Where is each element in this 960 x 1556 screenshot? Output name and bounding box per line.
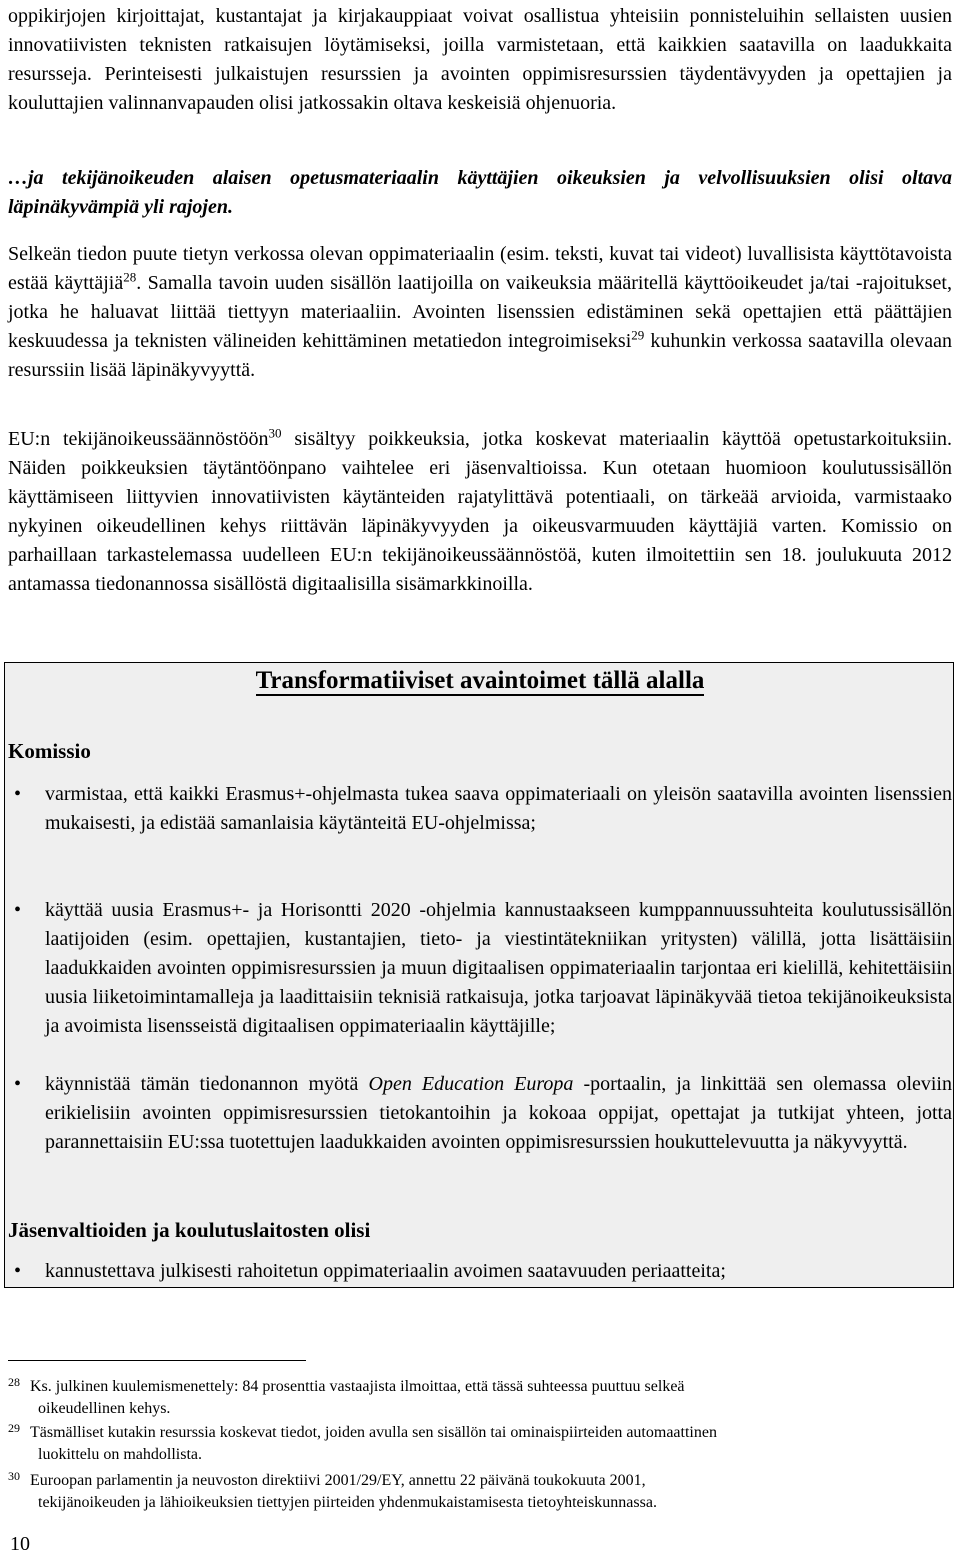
footnote-text-cont: tekijänoikeuden ja lähioikeuksien tiettyjen piirteiden yhdenmukaistamisesta tietoyhteiskunnassa. [38,1494,657,1511]
box-title: Transformatiiviset avaintoimet tällä alalla [255,667,705,694]
paragraph-3-c: kuhunkin verkossa saatavilla olevaan resurssiin lisää läpinäkyvyyttä. [8,330,953,381]
footnote-ref-28[interactable]: 28 [123,269,137,285]
paragraph-1: oppikirjojen kirjoittajat, kustantajat ja kirjakauppiaat voivat osallistua yhteisiin ponnisteluihin sellaisten uusien innovatiivisten teknisten ratkaisujen löytämiseksi, joilla varmistetaan, että kaikkien saatavilla on laadukkaita resursseja. Perinteisesti julkaistujen resurssien ja avointen oppimisresurssien täydentävyyden ja opettajien ja kouluttajien valinnanvapauden olisi jatkossakin oltava keskeisiä ohjenuoria. [8,5,952,114]
footnote-number: 29 [8,1421,20,1435]
paragraph-3 [8,240,952,385]
bullet-text: varmistaa, että kaikki Erasmus+-ohjelmasta tukea saava oppimateriaali on yleisön saatavilla avointen lisenssien mukaisesti, ja edistää samanlaisia käytänteitä EU-ohjelmissa; [45,783,952,834]
bullet-text: kannustettava julkisesti rahoitetun oppimateriaalin avoimen saatavuuden periaatteita; [45,1260,726,1282]
footnote-ref-29[interactable]: 29 [631,327,645,343]
komissio-heading: Komissio [8,739,91,763]
bullet-icon: • [14,899,22,921]
bullet-text: käynnistää tämän tiedonannon myötä Open Education Europa -portaalin, ja linkittää sen olemassa oleviin erikielisiin avointen oppimisresurssien tietokantoihin ja kokoaa oppijat, opettajat ja tutkijat yhteen, jotta parannettaisiin EU:ssa tuotettujen laadukkaiden avointen oppimisresurssien houkuttelevuutta ja näkyvyyttä. [45,1073,952,1153]
footnote-ref-30[interactable]: 30 [268,425,282,441]
member-states-heading: Jäsenvaltioiden ja koulutuslaitosten olisi [8,1218,371,1242]
paragraph-4 [8,425,952,599]
footnote-30 [8,1470,952,1514]
bullet-icon: • [14,1260,22,1282]
paragraph-2-emphasis: …ja tekijänoikeuden alaisen opetusmateriaalin käyttäjien oikeuksien ja velvollisuuksien olisi oltava läpinäkyvämpiä yli rajojen. [8,167,952,218]
paragraph-4-b: sisältyy poikkeuksia, jotka koskevat materiaalin käyttöä opetustarkoituksiin. Näiden poikkeuksien täytäntöönpano vaihtelee eri jäsenvaltioissa. Kun otetaan huomioon koulutussisällön käyttämiseen liittyvien innovatiivisten käytänteiden rajatylittävä potentiaali, on tärkeää arvioida, varmistaako nykyinen oikeudellinen kehys riittävän läpinäkyvyyden ja oikeusvarmuuden käyttäjiä varten. Komissio on parhaillaan tarkastelemassa uudelleen EU:n tekijänoikeussäännöstöä, kuten ilmoitettiin sen 18. joulukuuta 2012 antamassa tiedonannossa sisällöstä digitaalisilla sisämarkkinoilla. [8,428,952,595]
footnote-text-cont: oikeudellinen kehys. [38,1400,171,1417]
list-item [8,780,952,838]
paragraph-3-a: Selkeän tiedon puute tietyn verkossa olevan oppimateriaalin (esim. teksti, kuvat tai videot) luvallisista käyttötavoista estää käyttäjiä [8,243,952,294]
bullet-icon: • [14,783,22,805]
page-number: 10 [10,1533,30,1555]
list-item [8,1070,952,1157]
paragraph-3-b: . Samalla tavoin uuden sisällön laatijoilla on vaikeuksia määritellä käyttöoikeudet ja/tai -rajoitukset, jotka he haluavat liittää tiettyyn materiaaliin. Avointen lisenssien edistäminen sekä opettajien että päättäjien keskuudessa ja teknisten välineiden kehittäminen metatiedon integroimiseksi [8,272,952,352]
paragraph-4-a: EU:n tekijänoikeussäännöstöön [8,428,269,450]
portal-name: Open Education Europa [368,1073,574,1095]
bullet-icon: • [14,1073,22,1095]
footnote-divider [8,1360,306,1361]
list-item [8,896,952,1041]
list-item [8,1257,952,1286]
bullet-text: käyttää uusia Erasmus+- ja Horisontti 2020 -ohjelmia kannustaakseen kumppannuussuhteita koulutussisällön laatijoiden (esim. opettajien, kustantajien, tieto- ja viestintätekniikan yritysten) välillä, jotta lisättäisiin laadukkaiden avointen oppimisresurssien ja muun digitaalisen oppimateriaalin tarjontaa eri kielillä, kehitettäisiin uusia liiketoimintamalleja ja laadittaisiin teknisiä ratkaisuja, jotka tarjoavat läpinäkyvää tietoa tekijänoikeuksista ja avoimista lisensseistä digitaalisen oppimateriaalin käyttäjille; [45,899,952,1037]
footnote-text: Euroopan parlamentin ja neuvoston direktiivi 2001/29/EY, annettu 22 päivänä toukokuuta 2001, [30,1472,646,1489]
footnote-text-cont: luokittelu on mahdollista. [38,1446,202,1463]
footnote-number: 30 [8,1469,20,1483]
footnote-number: 28 [8,1375,20,1389]
footnote-28 [8,1376,952,1420]
footnote-29 [8,1422,952,1466]
footnote-text: Ks. julkinen kuulemismenettely: 84 prosenttia vastaajista ilmoittaa, että tässä suhteessa puuttuu selkeä [30,1378,685,1395]
footnote-text: Täsmälliset kutakin resurssia koskevat tiedot, joiden avulla sen sisällön tai ominaispiirteiden automaattinen [30,1424,717,1441]
